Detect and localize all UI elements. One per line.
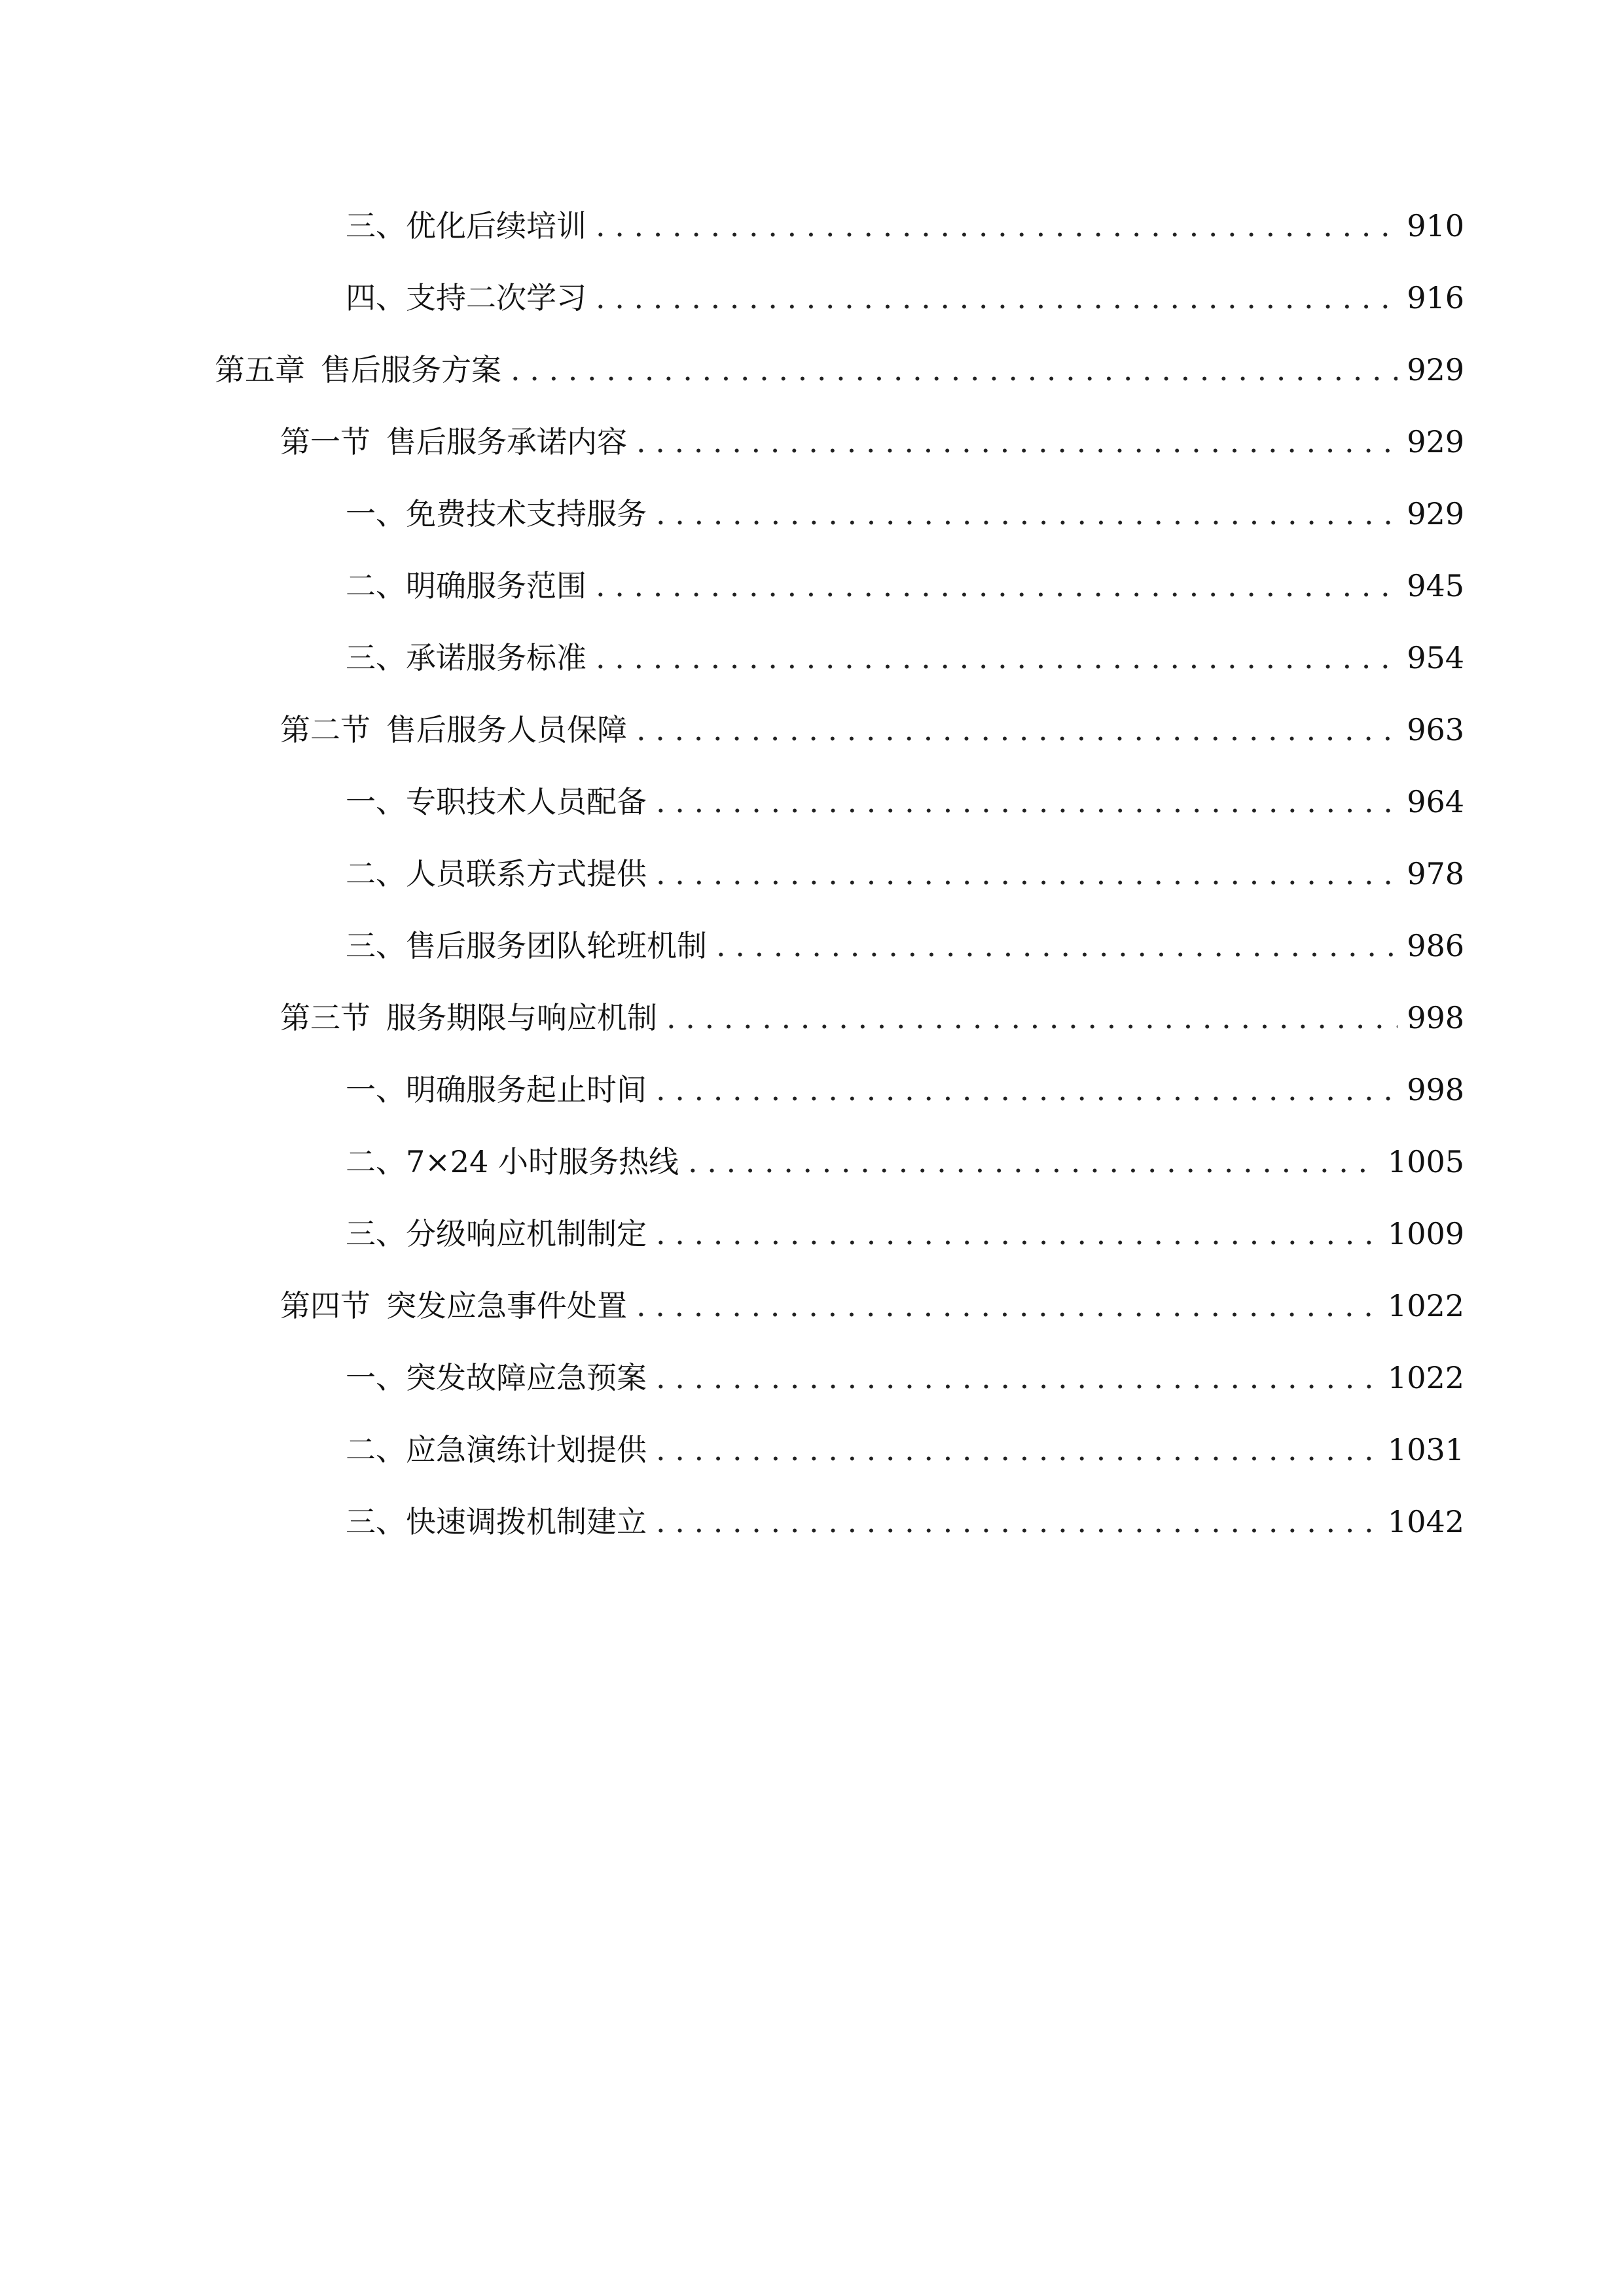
toc-entry-title: 售后服务方案 (321, 352, 501, 387)
dot-leader (596, 622, 1398, 694)
toc-chapter-entry[interactable] (0, 334, 1624, 406)
toc-entry-title: 免费技术支持服务 (406, 496, 647, 531)
toc-entry-title: 明确服务范围 (406, 568, 586, 603)
toc-section-entry[interactable] (0, 982, 1624, 1054)
toc-entry-number: 第一节 (280, 424, 370, 459)
toc-entry-title: 承诺服务标准 (406, 640, 586, 675)
toc-entry-title: 突发应急事件处置 (386, 1288, 627, 1323)
toc-entry-page: 964 (1407, 784, 1464, 819)
toc-entry-number: 第四节 (280, 1288, 370, 1323)
toc-entry[interactable] (0, 622, 1624, 694)
toc-entry-number: 第二节 (280, 712, 370, 747)
toc-entry-title: 人员联系方式提供 (406, 856, 647, 891)
toc-section-entry[interactable] (0, 694, 1624, 766)
toc-entry-number: 第三节 (280, 1000, 370, 1035)
toc-entry-number: 三、 (346, 1504, 406, 1539)
toc-entry-page: 1022 (1387, 1360, 1464, 1395)
dot-leader (656, 1414, 1379, 1486)
dot-leader (716, 910, 1398, 982)
toc-entry-title: 优化后续培训 (406, 208, 586, 243)
toc-entry-number: 一、 (346, 784, 406, 819)
dot-leader (636, 1270, 1379, 1342)
toc-entry-number: 一、 (346, 1360, 406, 1395)
toc-entry-page: 1031 (1387, 1432, 1464, 1467)
dot-leader (656, 1342, 1379, 1414)
toc-entry-number: 第五章 (215, 352, 305, 387)
dot-leader (596, 262, 1398, 334)
toc-entry-title: 售后服务承诺内容 (386, 424, 627, 459)
toc-entry-number: 三、 (346, 208, 406, 243)
dot-leader (656, 766, 1398, 838)
dot-leader (636, 406, 1398, 478)
toc-entry[interactable] (0, 1414, 1624, 1486)
toc-entry-title: 7×24 小时服务热线 (406, 1144, 679, 1179)
toc-entry[interactable] (0, 766, 1624, 838)
toc-entry-page: 978 (1407, 856, 1464, 891)
toc-entry-title: 突发故障应急预案 (406, 1360, 647, 1395)
dot-leader (656, 478, 1398, 550)
toc-entry-page: 929 (1407, 496, 1464, 531)
toc-entry[interactable] (0, 478, 1624, 550)
toc-entry-title: 售后服务团队轮班机制 (406, 928, 707, 963)
dot-leader (511, 334, 1398, 406)
toc-entry-page: 1042 (1387, 1504, 1464, 1539)
toc-entry-title: 专职技术人员配备 (406, 784, 647, 819)
dot-leader (656, 1198, 1379, 1270)
toc-entry-page: 986 (1407, 928, 1464, 963)
toc-entry-number: 一、 (346, 496, 406, 531)
toc-entry-number: 二、 (346, 1432, 406, 1467)
toc-entry-page: 1009 (1387, 1216, 1464, 1251)
toc-entry-title: 分级响应机制制定 (406, 1216, 647, 1251)
dot-leader (656, 838, 1398, 910)
toc-entry-number: 三、 (346, 928, 406, 963)
toc-entry-page: 998 (1407, 1072, 1464, 1107)
toc-entry[interactable] (0, 910, 1624, 982)
toc-entry-page: 963 (1407, 712, 1464, 747)
dot-leader (596, 190, 1398, 262)
toc-entry-page: 910 (1407, 208, 1464, 243)
toc-entry[interactable] (0, 838, 1624, 910)
toc-entry-title: 快速调拨机制建立 (406, 1504, 647, 1539)
toc-entry-title: 支持二次学习 (406, 280, 586, 315)
toc-entry-page: 916 (1407, 280, 1464, 315)
toc-entry-number: 三、 (346, 640, 406, 675)
dot-leader (636, 694, 1398, 766)
dot-leader (688, 1126, 1379, 1198)
toc-section-entry[interactable] (0, 406, 1624, 478)
toc-entry-number: 三、 (346, 1216, 406, 1251)
toc-entry-page: 1005 (1387, 1144, 1464, 1179)
dot-leader (656, 1486, 1379, 1558)
toc-entry-title: 应急演练计划提供 (406, 1432, 647, 1467)
toc-entry[interactable] (0, 262, 1624, 334)
toc-entry-number: 四、 (346, 280, 406, 315)
toc-entry[interactable] (0, 190, 1624, 262)
dot-leader (656, 1054, 1398, 1126)
toc-entry-title: 服务期限与响应机制 (386, 1000, 657, 1035)
toc-entry-title: 明确服务起止时间 (406, 1072, 647, 1107)
toc-entry-page: 929 (1407, 352, 1464, 387)
toc-section-entry[interactable] (0, 1270, 1624, 1342)
toc-entry[interactable] (0, 1054, 1624, 1126)
toc-entry-title: 售后服务人员保障 (386, 712, 627, 747)
toc-entry-page: 945 (1407, 568, 1464, 603)
toc-entry-page: 929 (1407, 424, 1464, 459)
toc-entry-number: 二、 (346, 1144, 406, 1179)
toc-entry-number: 一、 (346, 1072, 406, 1107)
toc-entry-number: 二、 (346, 856, 406, 891)
toc-entry[interactable] (0, 1198, 1624, 1270)
toc-entry[interactable] (0, 550, 1624, 622)
toc-entry-number: 二、 (346, 568, 406, 603)
table-of-contents (0, 190, 1624, 1558)
toc-entry[interactable] (0, 1342, 1624, 1414)
toc-entry[interactable] (0, 1126, 1624, 1198)
dot-leader (666, 982, 1398, 1054)
toc-entry-page: 998 (1407, 1000, 1464, 1035)
toc-entry-page: 1022 (1387, 1288, 1464, 1323)
toc-entry[interactable] (0, 1486, 1624, 1558)
dot-leader (596, 550, 1398, 622)
toc-entry-page: 954 (1407, 640, 1464, 675)
